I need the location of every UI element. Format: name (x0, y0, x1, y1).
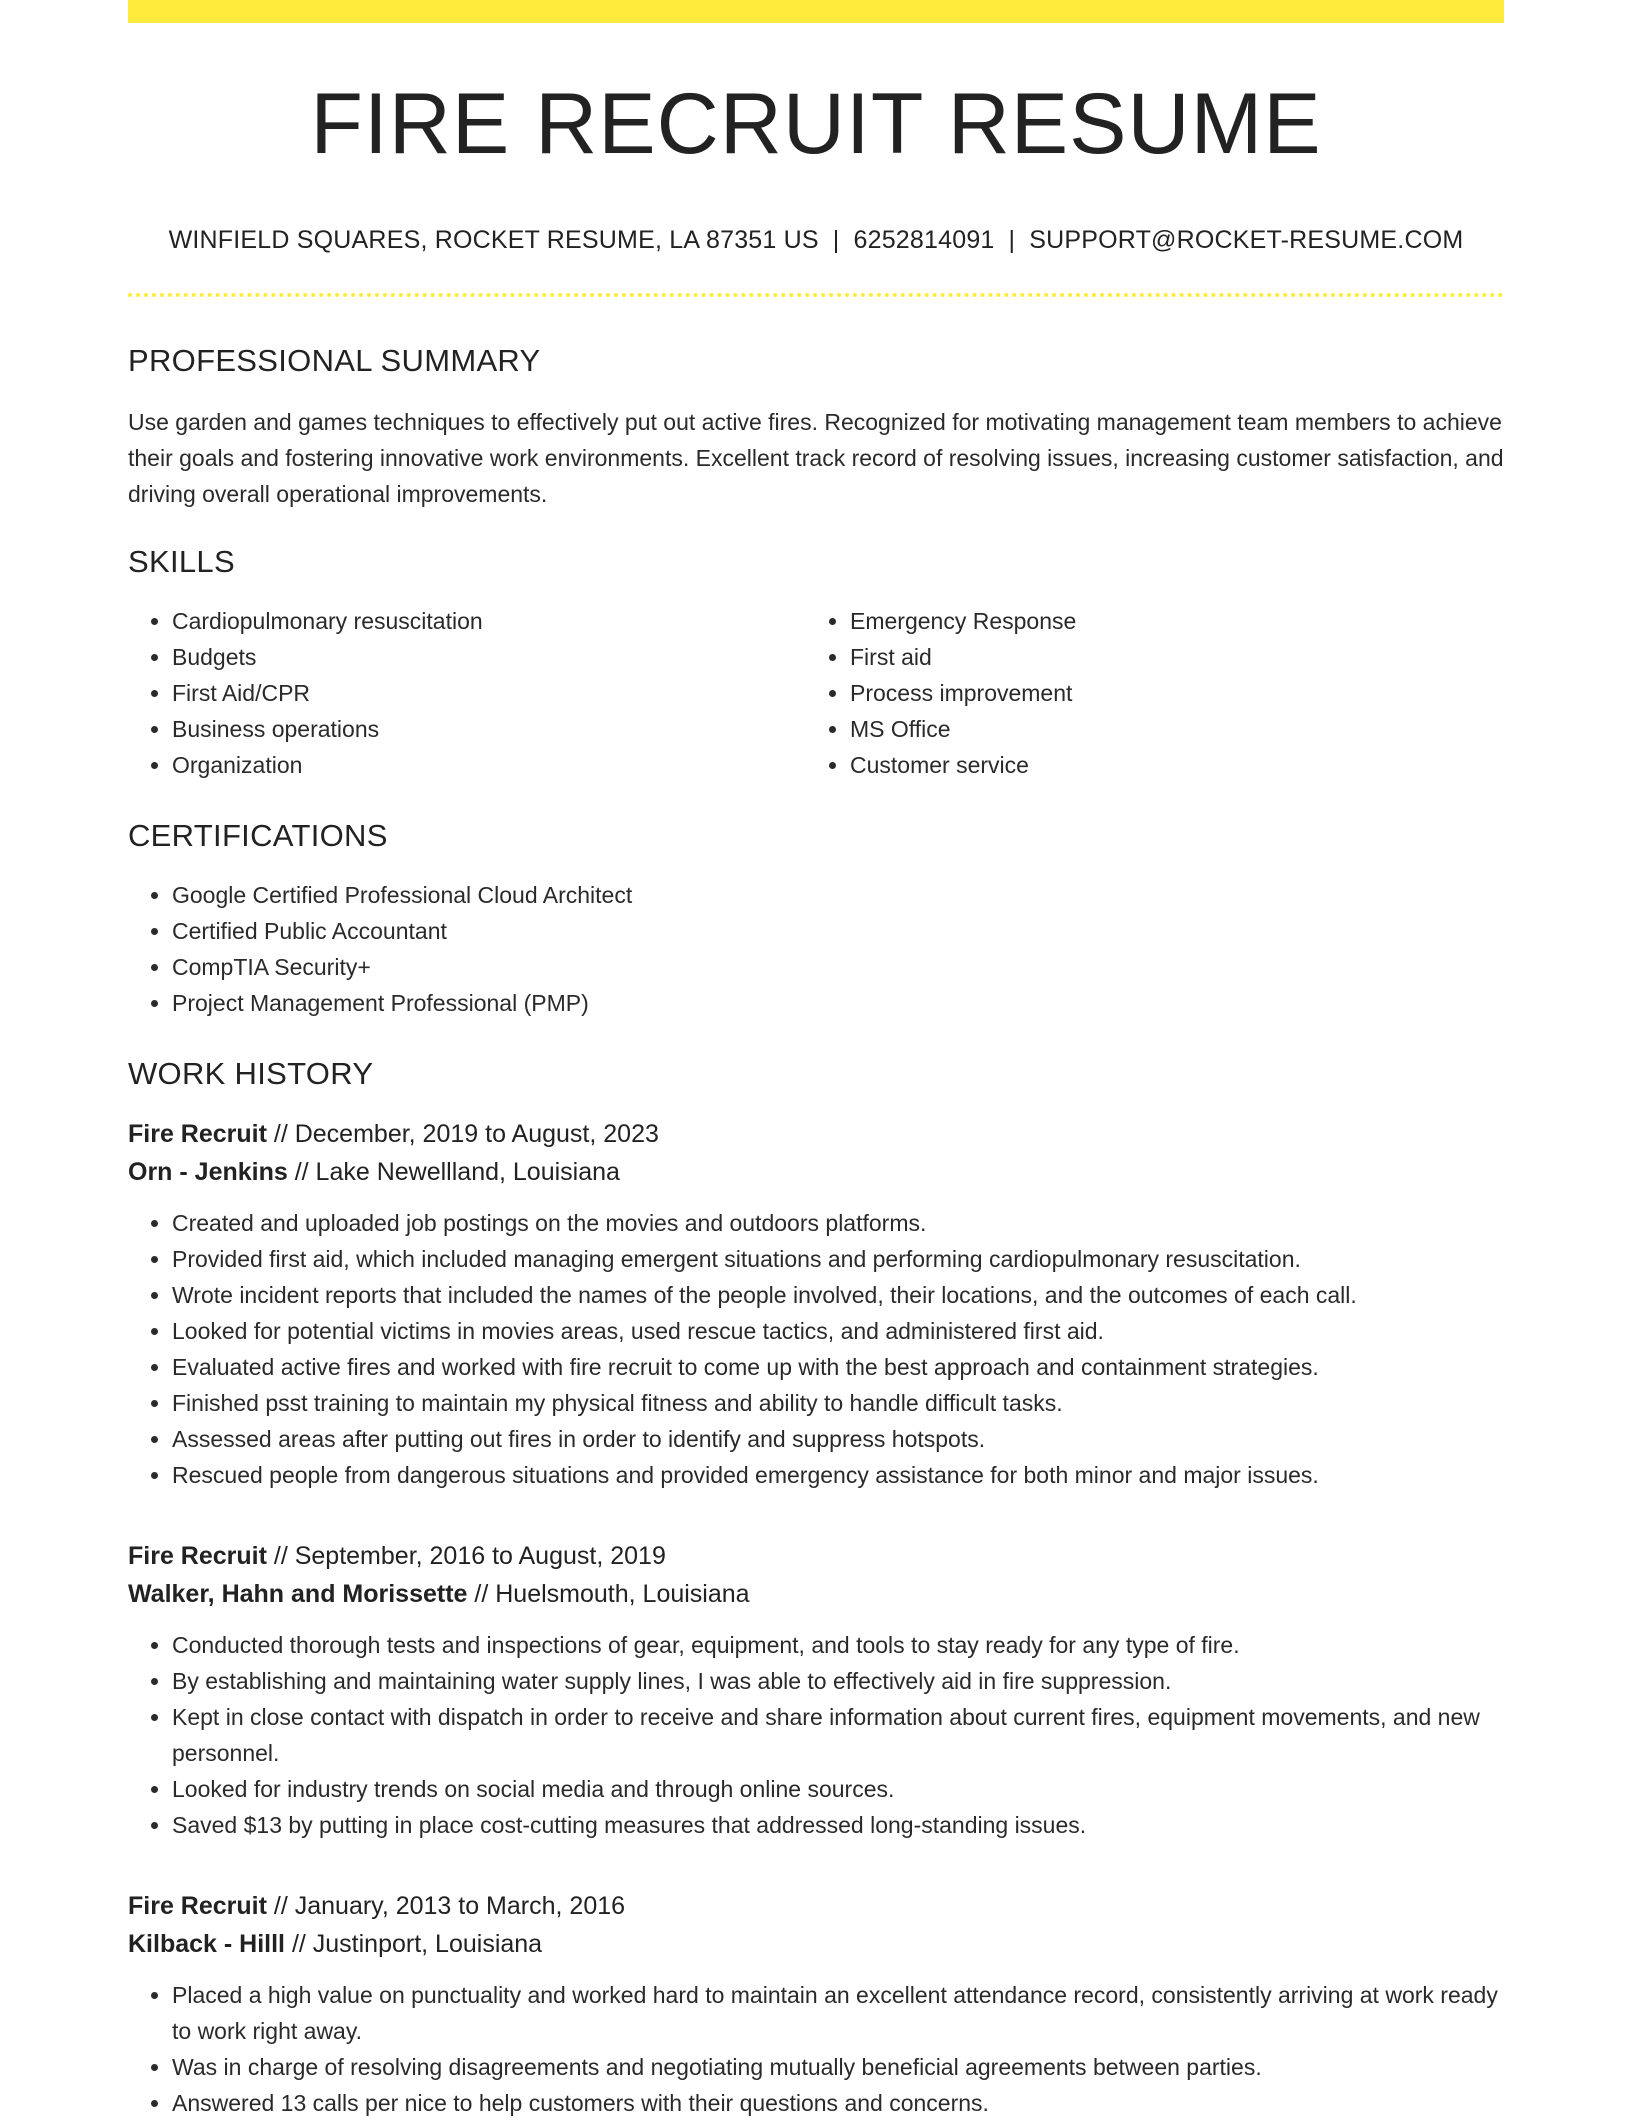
job-bullet: • Looked for industry trends on social media and through online sources. (172, 1771, 1504, 1807)
certification-item: • Google Certified Professional Cloud Architect (172, 877, 1504, 913)
job-title: Fire Recruit (128, 1120, 267, 1148)
job-dates: // September, 2016 to August, 2019 (273, 1542, 666, 1570)
job-bullet: • Finished psst training to maintain my physical fitness and ability to handle difficult tasks. (172, 1385, 1504, 1421)
job-location: // Huelsmouth, Louisiana (474, 1580, 750, 1608)
skill-item: • Organization (172, 747, 806, 783)
contact-address: WINFIELD SQUARES, ROCKET RESUME, LA 87351 US (168, 226, 819, 254)
skill-item: • Emergency Response (850, 603, 1484, 639)
skill-item: • Budgets (172, 639, 806, 675)
skill-item: • Cardiopulmonary resuscitation (172, 603, 806, 639)
job-location: // Justinport, Louisiana (291, 1930, 543, 1958)
skill-item: • First Aid/CPR (172, 675, 806, 711)
job-title: Fire Recruit (128, 1542, 267, 1570)
work-history-heading: WORK HISTORY (128, 1056, 374, 1091)
job-bullet: • Placed a high value on punctuality and worked hard to maintain an excellent attendance record, consistently arriving at work ready to work right away. (172, 1977, 1504, 2049)
job-entry (128, 1537, 1504, 1843)
job-company: Walker, Hahn and Morissette (128, 1580, 468, 1608)
job-bullet: • Looked for potential victims in movies areas, used rescue tactics, and administered first aid. (172, 1313, 1504, 1349)
certification-item: • Project Management Professional (PMP) (172, 985, 1504, 1021)
certifications-list (128, 877, 1504, 1021)
job-title: Fire Recruit (128, 1892, 267, 1920)
job-location: // Lake Newellland, Louisiana (294, 1158, 620, 1186)
contact-phone: 6252814091 (853, 226, 995, 254)
skill-item: • MS Office (850, 711, 1484, 747)
job-bullet: • Provided first aid, which included managing emergent situations and performing cardiopulmonary resuscitation. (172, 1241, 1504, 1277)
job-company-line (128, 1153, 1504, 1191)
contact-email: SUPPORT@ROCKET-RESUME.COM (1029, 226, 1464, 254)
resume-name: FIRE RECRUIT RESUME (310, 76, 1322, 172)
skill-item: • Process improvement (850, 675, 1484, 711)
job-bullet: • Evaluated active fires and worked with fire recruit to come up with the best approach and containment strategies. (172, 1349, 1504, 1385)
job-bullet: • Rescued people from dangerous situations and provided emergency assistance for both minor and major issues. (172, 1457, 1504, 1493)
contact-separator: | (1008, 226, 1016, 254)
summary-text: Use garden and games techniques to effectively put out active fires. Recognized for motivating management team members to achieve their goals and fostering innovative work environments. Excellent track record of resolving issues, increasing customer satisfaction, and driving overall operational improvements. (128, 409, 1504, 507)
job-title-line (128, 1537, 1504, 1575)
job-bullets (128, 1627, 1504, 1843)
certifications-heading: CERTIFICATIONS (128, 818, 388, 853)
job-entry (128, 1115, 1504, 1493)
contact-separator: | (832, 226, 840, 254)
skills-columns (128, 603, 1504, 783)
job-bullets (128, 1205, 1504, 1493)
job-bullet: • Wrote incident reports that included the names of the people involved, their locations, and the outcomes of each call. (172, 1277, 1504, 1313)
skills-list-right (806, 603, 1484, 783)
job-dates: // December, 2019 to August, 2023 (273, 1120, 659, 1148)
skills-heading: SKILLS (128, 544, 235, 579)
dotted-divider (128, 293, 1504, 297)
job-company: Orn - Jenkins (128, 1158, 288, 1186)
certification-item: • CompTIA Security+ (172, 949, 1504, 985)
job-bullets (128, 1977, 1504, 2121)
job-bullet: • Created and uploaded job postings on the movies and outdoors platforms. (172, 1205, 1504, 1241)
contact-line (128, 228, 1504, 253)
accent-bar (128, 0, 1504, 23)
job-bullet: • Assessed areas after putting out fires in order to identify and suppress hotspots. (172, 1421, 1504, 1457)
job-dates: // January, 2013 to March, 2016 (273, 1892, 626, 1920)
skill-item: • Customer service (850, 747, 1484, 783)
job-bullet: • Was in charge of resolving disagreements and negotiating mutually beneficial agreements between parties. (172, 2049, 1504, 2085)
job-company-line (128, 1925, 1504, 1963)
summary-heading: PROFESSIONAL SUMMARY (128, 343, 541, 378)
job-bullet: • Kept in close contact with dispatch in order to receive and share information about current fires, equipment movements, and new personnel. (172, 1699, 1504, 1771)
certification-item: • Certified Public Accountant (172, 913, 1504, 949)
skills-list-left (128, 603, 806, 783)
job-bullet: • By establishing and maintaining water supply lines, I was able to effectively aid in fire suppression. (172, 1663, 1504, 1699)
job-company-line (128, 1575, 1504, 1613)
skill-item: • Business operations (172, 711, 806, 747)
job-title-line (128, 1115, 1504, 1153)
job-entry (128, 1887, 1504, 2121)
job-title-line (128, 1887, 1504, 1925)
job-company: Kilback - Hilll (128, 1930, 285, 1958)
skill-item: • First aid (850, 639, 1484, 675)
job-bullet: • Conducted thorough tests and inspections of gear, equipment, and tools to stay ready for any type of fire. (172, 1627, 1504, 1663)
job-bullet: • Answered 13 calls per nice to help customers with their questions and concerns. (172, 2085, 1504, 2121)
job-bullet: • Saved $13 by putting in place cost-cutting measures that addressed long-standing issues. (172, 1807, 1504, 1843)
resume-page (128, 0, 1504, 2121)
